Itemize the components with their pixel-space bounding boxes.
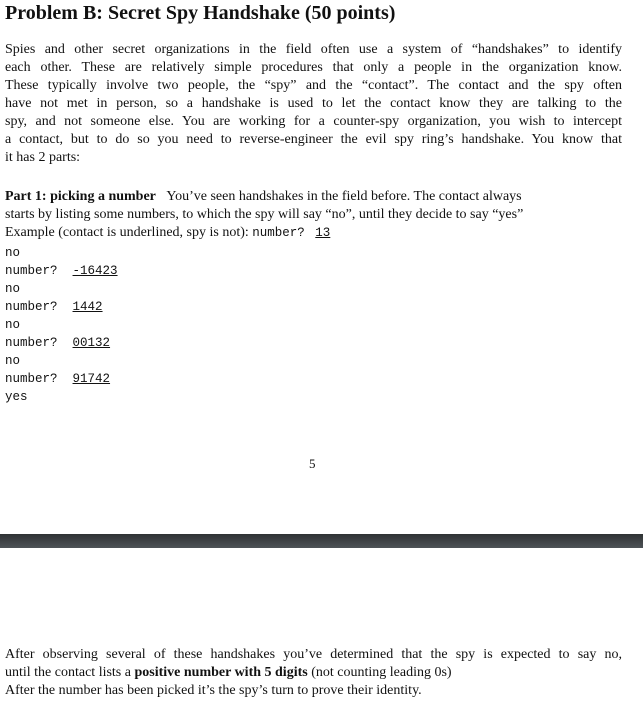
part1-line bbox=[5, 224, 622, 242]
intro-line: each other. These are relatively simple procedures that only a people in the organization know. bbox=[5, 60, 622, 75]
text: until the contact lists a bbox=[5, 665, 131, 680]
text: (not counting leading 0s) bbox=[311, 665, 452, 680]
part1-line bbox=[5, 188, 622, 206]
bottom-line bbox=[5, 664, 622, 682]
example-label: Example (contact is underlined, spy is not): bbox=[5, 225, 249, 240]
intro-line: have not met in person, so a handshake is used to let the contact know they are talking to the bbox=[5, 96, 622, 111]
spy-reply: no bbox=[5, 318, 21, 332]
prompt: number? bbox=[5, 336, 58, 350]
emphasis: positive number with 5 digits bbox=[134, 665, 308, 680]
intro-line: it has 2 parts: bbox=[5, 150, 81, 165]
contact-number: 1442 bbox=[72, 300, 103, 314]
spy-reply: no bbox=[5, 282, 21, 296]
part1-text: You’ve seen handshakes in the field before. The contact always bbox=[166, 189, 522, 204]
bottom-line: After the number has been picked it’s the spy’s turn to prove their identity. bbox=[5, 683, 422, 698]
dialog-line bbox=[5, 370, 622, 388]
intro-line: a contact, but to do so you need to reverse-engineer the evil spy ring’s handshake. You know that bbox=[5, 132, 622, 147]
intro-line: Spies and other secret organizations in the field often use a system of “handshakes” to identify bbox=[5, 42, 622, 57]
contact-number: 00132 bbox=[72, 336, 111, 350]
prompt: number? bbox=[252, 226, 305, 240]
contact-number: -16423 bbox=[72, 264, 118, 278]
prompt: number? bbox=[5, 264, 58, 278]
dialog-line bbox=[5, 334, 622, 352]
dialog-line bbox=[5, 262, 622, 280]
part1-heading: Part 1: picking a number bbox=[5, 189, 156, 204]
part1-line: starts by listing some numbers, to which the spy will say “no”, until they decide to say “yes” bbox=[5, 207, 524, 222]
page-separator bbox=[0, 534, 643, 548]
page-number: 5 bbox=[309, 456, 316, 471]
intro-line: These typically involve two people, the “spy” and the “contact”. The contact and the spy often bbox=[5, 78, 622, 93]
dialog-line bbox=[5, 298, 622, 316]
intro-line: spy, and not someone else. You are working for a counter-spy organization, you wish to intercept bbox=[5, 114, 622, 129]
problem-title: Problem B: Secret Spy Handshake (50 points) bbox=[5, 2, 396, 24]
spy-reply: yes bbox=[5, 390, 28, 404]
contact-number: 91742 bbox=[72, 372, 111, 386]
spy-reply: no bbox=[5, 246, 21, 260]
bottom-line: After observing several of these handshakes you’ve determined that the spy is expected to say no, bbox=[5, 647, 622, 662]
prompt: number? bbox=[5, 372, 58, 386]
contact-number: 13 bbox=[315, 226, 331, 240]
prompt: number? bbox=[5, 300, 58, 314]
spy-reply: no bbox=[5, 354, 21, 368]
